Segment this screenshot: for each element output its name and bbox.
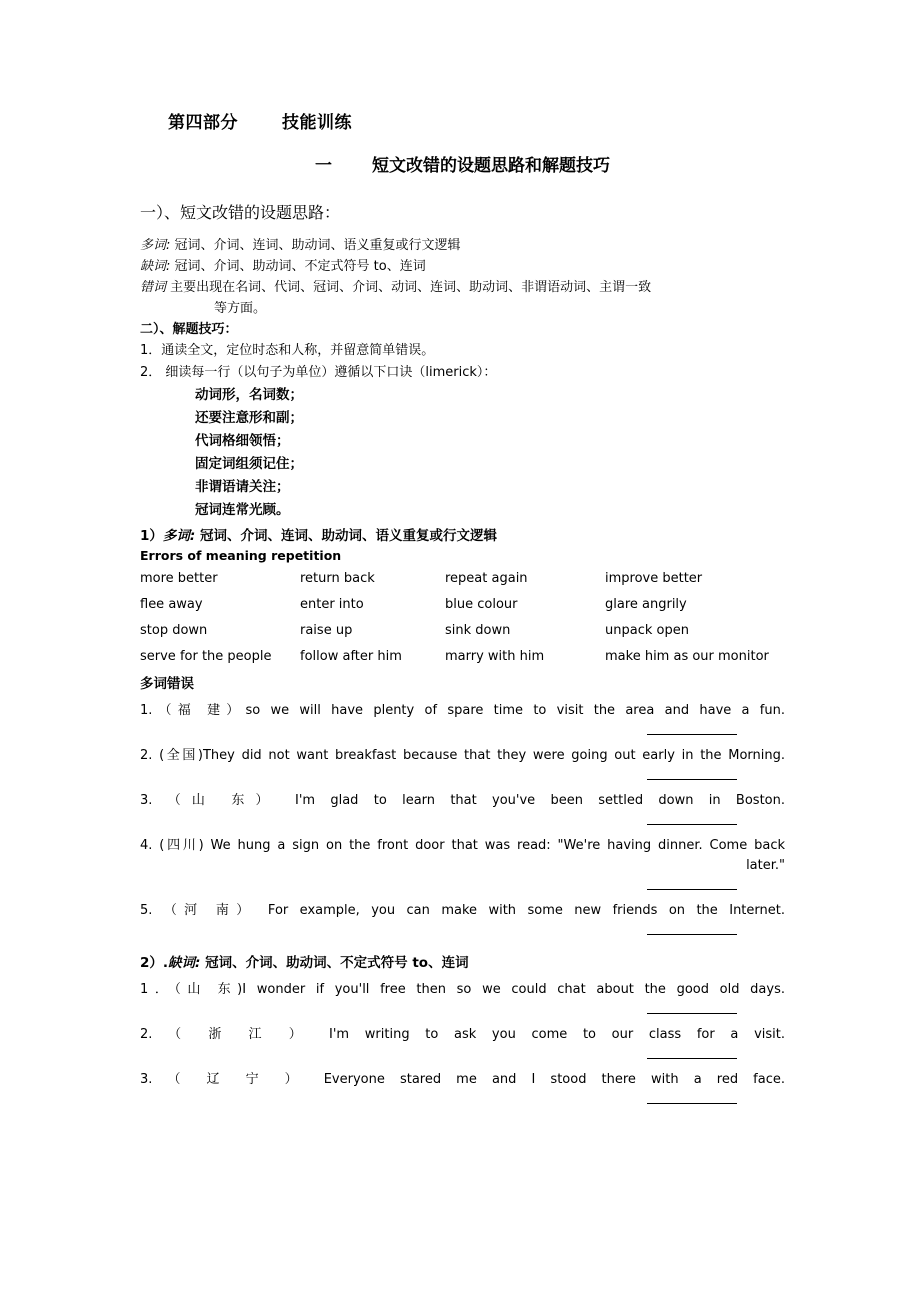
question-text: 2. (全国)They did not want breakfast because that they were going out early in the Morning. bbox=[140, 748, 785, 763]
errors-of-meaning-repetition-heading: Errors of meaning repetition bbox=[140, 548, 342, 563]
question-text: 5. （河 南） For example, you can make with some new friends on the Internet. bbox=[140, 903, 785, 918]
group2-heading-label: 缺词: bbox=[168, 955, 201, 971]
phrase-cell: blue colour bbox=[445, 597, 518, 612]
question-item bbox=[140, 1025, 785, 1061]
answer-blank[interactable] bbox=[647, 880, 737, 890]
step-1: 1．通读全文，定位时态和人称，并留意简单错误。 bbox=[140, 343, 435, 358]
table-row bbox=[140, 644, 775, 670]
question-item bbox=[140, 701, 785, 737]
phrase-cell: flee away bbox=[140, 597, 203, 612]
question-text-tail: later." bbox=[746, 858, 785, 873]
table-row bbox=[140, 618, 775, 644]
answer-blank-line bbox=[140, 1049, 785, 1061]
idea-line bbox=[140, 277, 785, 298]
section-title: 短文改错的设题思路和解题技巧 bbox=[372, 156, 610, 176]
table-row bbox=[140, 566, 775, 592]
phrase-cell: return back bbox=[300, 571, 375, 586]
phrase-table bbox=[140, 566, 775, 670]
answer-blank-line bbox=[140, 1094, 785, 1106]
idea-line-continuation: 等方面。 bbox=[214, 301, 267, 316]
step-2: 2． 细读每一行（以句子为单位）遵循以下口诀（limerick）： bbox=[140, 365, 497, 380]
limerick-line: 非谓语请关注； bbox=[195, 479, 290, 495]
limerick-line: 冠词连常光顾。 bbox=[195, 502, 290, 518]
phrase-cell: make him as our monitor bbox=[605, 649, 769, 664]
part-heading-text: 技能训练 bbox=[282, 113, 352, 133]
answer-blank[interactable] bbox=[647, 770, 737, 780]
phrase-cell: improve better bbox=[605, 571, 703, 586]
answer-blank-line bbox=[140, 725, 785, 737]
part-heading-label: 第四部分 bbox=[168, 113, 238, 133]
question-item bbox=[140, 836, 785, 892]
subsection-1-title: 一）、短文改错的设题思路： bbox=[140, 203, 341, 222]
document-content bbox=[140, 108, 785, 1106]
question-item bbox=[140, 791, 785, 827]
question-text: 3. （山 东） I'm glad to learn that you've been settled down in Boston. bbox=[140, 793, 785, 808]
answer-blank-line bbox=[140, 770, 785, 782]
answer-blank[interactable] bbox=[647, 725, 737, 735]
phrase-cell: repeat again bbox=[445, 571, 528, 586]
question-text: 2. （ 浙 江 ） I'm writing to ask you come to our class for a visit. bbox=[140, 1027, 785, 1042]
subsection-2-title: 二）、解题技巧： bbox=[140, 322, 238, 337]
phrase-cell: marry with him bbox=[445, 649, 545, 664]
answer-blank-line bbox=[140, 880, 785, 892]
limerick-line: 动词形，名词数； bbox=[195, 387, 303, 403]
group2-heading bbox=[140, 951, 785, 971]
answer-blank[interactable] bbox=[647, 815, 737, 825]
group1-section-label: 多词错误 bbox=[140, 676, 194, 692]
phrase-cell: more better bbox=[140, 571, 218, 586]
answer-blank[interactable] bbox=[647, 925, 737, 935]
question-item bbox=[140, 901, 785, 937]
answer-blank[interactable] bbox=[647, 1094, 737, 1104]
table-row bbox=[140, 592, 775, 618]
limerick-line: 还要注意形和副； bbox=[195, 410, 303, 426]
question-item bbox=[140, 746, 785, 782]
phrase-cell: sink down bbox=[445, 623, 511, 638]
answer-blank[interactable] bbox=[647, 1049, 737, 1059]
group1-heading-num: 1） bbox=[140, 528, 163, 544]
answer-blank[interactable] bbox=[647, 1004, 737, 1014]
phrase-cell: serve for the people bbox=[140, 649, 272, 664]
answer-blank-line bbox=[140, 925, 785, 937]
question-text: 1．（山 东)I wonder if you'll free then so we could chat about the good old days. bbox=[140, 982, 785, 997]
idea-line-label: 错词 bbox=[140, 280, 167, 295]
part-heading bbox=[168, 108, 785, 133]
phrase-cell: follow after him bbox=[300, 649, 402, 664]
section-number: 一 bbox=[315, 156, 332, 176]
limerick-line: 代词格细领悟； bbox=[195, 433, 290, 449]
answer-blank-line bbox=[140, 1004, 785, 1016]
phrase-cell: enter into bbox=[300, 597, 364, 612]
group1-heading-label: 多词: bbox=[162, 528, 196, 544]
answer-blank-line bbox=[140, 815, 785, 827]
section-heading bbox=[140, 151, 785, 176]
group1-heading bbox=[140, 524, 785, 544]
question-item bbox=[140, 1070, 785, 1106]
limerick-line: 固定词组须记住； bbox=[195, 456, 303, 472]
idea-line-label: 多词: bbox=[140, 238, 171, 253]
group2-heading-text: 冠词、介词、助动词、不定式符号 to、连词 bbox=[205, 955, 469, 971]
question-text: 3. （ 辽 宁 ） Everyone stared me and I stood there with a red face. bbox=[140, 1072, 785, 1087]
idea-line bbox=[140, 256, 785, 277]
question-text: 1.（福 建）so we will have plenty of spare time to visit the area and have a fun. bbox=[140, 703, 785, 718]
idea-line-text: 冠词、介词、助动词、不定式符号 to、连词 bbox=[174, 259, 426, 274]
group1-heading-text: 冠词、介词、连词、助动词、语义重复或行文逻辑 bbox=[200, 528, 498, 544]
idea-line bbox=[140, 235, 785, 256]
idea-line-text: 主要出现在名词、代词、冠词、介词、动词、连词、助动词、非谓语动词、主谓一致 bbox=[170, 280, 652, 295]
phrase-cell: unpack open bbox=[605, 623, 689, 638]
group2-heading-num: 2）. bbox=[140, 955, 169, 971]
idea-line-text: 冠词、介词、连词、助动词、语义重复或行文逻辑 bbox=[174, 238, 461, 253]
idea-line-label: 缺词: bbox=[140, 259, 171, 274]
question-text: 4. (四川) We hung a sign on the front door that was read: "We're having dinner. Come back bbox=[140, 838, 785, 853]
phrase-cell: raise up bbox=[300, 623, 353, 638]
phrase-cell: glare angrily bbox=[605, 597, 687, 612]
question-item bbox=[140, 980, 785, 1016]
phrase-cell: stop down bbox=[140, 623, 208, 638]
